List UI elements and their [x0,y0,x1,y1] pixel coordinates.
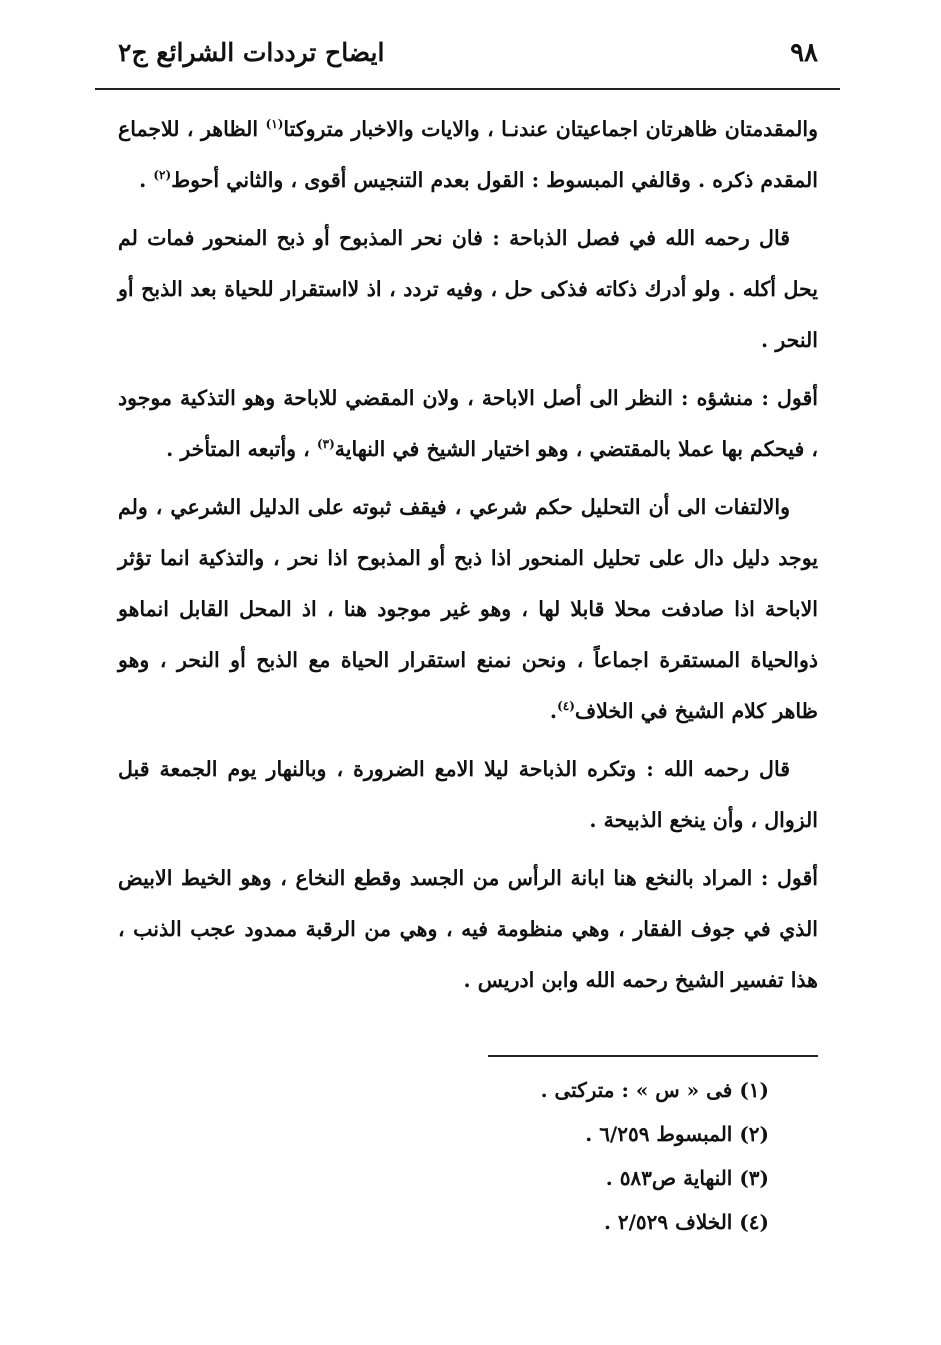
footnote-ref-4: (٤) [557,699,575,714]
footnote-2: (٢) المبسوط ٦/٢٥٩ . [585,1122,769,1146]
footnote-4: (٤) الخلاف ٢/٥٢٩ . [603,1210,769,1234]
paragraph-1: والمقدمتان ظاهرتان اجماعيتان عندنـا ، والايات والاخبار متروكتا$^{(١)}$ الظاهر ، للاجماع المقدم ذكره . وقالفي المبسوط : القول بعدم التنجيس أقوى ، والثاني أحوط$^{(٢)}$ . [118,117,818,192]
paragraph-4: والالتفات الى أن التحليل حكم شرعي ، فيقف ثبوته على الدليل الشرعي ، ولم يوجد دليل دال على تحليل المنحور اذا ذبح أو المذبوح اذا نحر ، والتذكية انما تؤثر الاباحة اذا صادفت محلا قابلا لها ، وهو غير موجود هنا ، اذ المحل القابل انماهو ذوالحياة المستقرة اجماعاً ، ونحن نمنع استقرار الحياة مع الذبح أو النحر ، وهو ظاهر كلام الشيخ في الخلاف$^{(٤)}$. [118,495,818,723]
footnotes-list [389,1068,769,1244]
footnote-3: (٣) النهاية ص٥٨٣ . [605,1166,769,1190]
paragraph-3: أقول : منشؤه : النظر الى أصل الاباحة ، ولان المقضي للاباحة وهو التذكية موجود ، فيحكم بها عملا بالمقتضي ، وهو اختيار الشيخ في النهاية$^{(٣)}$ ، وأتبعه المتأخر . [118,386,818,461]
running-title: ايضاح ترددات الشرائع ج٢ [118,38,385,67]
footnote-ref-2: (٢) [153,168,172,183]
footnote-ref-3: (٣) [316,437,335,452]
page-number: ٩٨ [790,38,818,68]
page-header [118,34,818,78]
main-text [118,104,818,1013]
footnote-1: (١) فى « س » : متركتى . [540,1078,769,1102]
footnote-ref-1: (١) [265,117,284,132]
paragraph-2: قال رحمه الله في فصل الذباحة : فان نحر المذبوح أو ذبح المنحور فمات لم يحل أكله . ولو أدرك ذكاته فذكى حل ، وفيه تردد ، اذ لااستقرار للحياة بعد الذبح أو النحر . [118,226,818,352]
paragraph-6: أقول : المراد بالنخع هنا ابانة الرأس من الجسد وقطع النخاع ، وهو الخيط الابيض الذي في جوف الفقار ، وهي منظومة فيه ، وهي من الرقبة ممدود عجب الذنب ، هذا تفسير الشيخ رحمه الله وابن ادريس . [118,866,818,992]
paragraph-5: قال رحمه الله : وتكره الذباحة ليلا الامع الضرورة ، وبالنهار يوم الجمعة قبل الزوال ، وأن ينخع الذبيحة . [118,757,818,832]
footnote-divider [488,1055,818,1057]
header-divider [95,88,840,90]
